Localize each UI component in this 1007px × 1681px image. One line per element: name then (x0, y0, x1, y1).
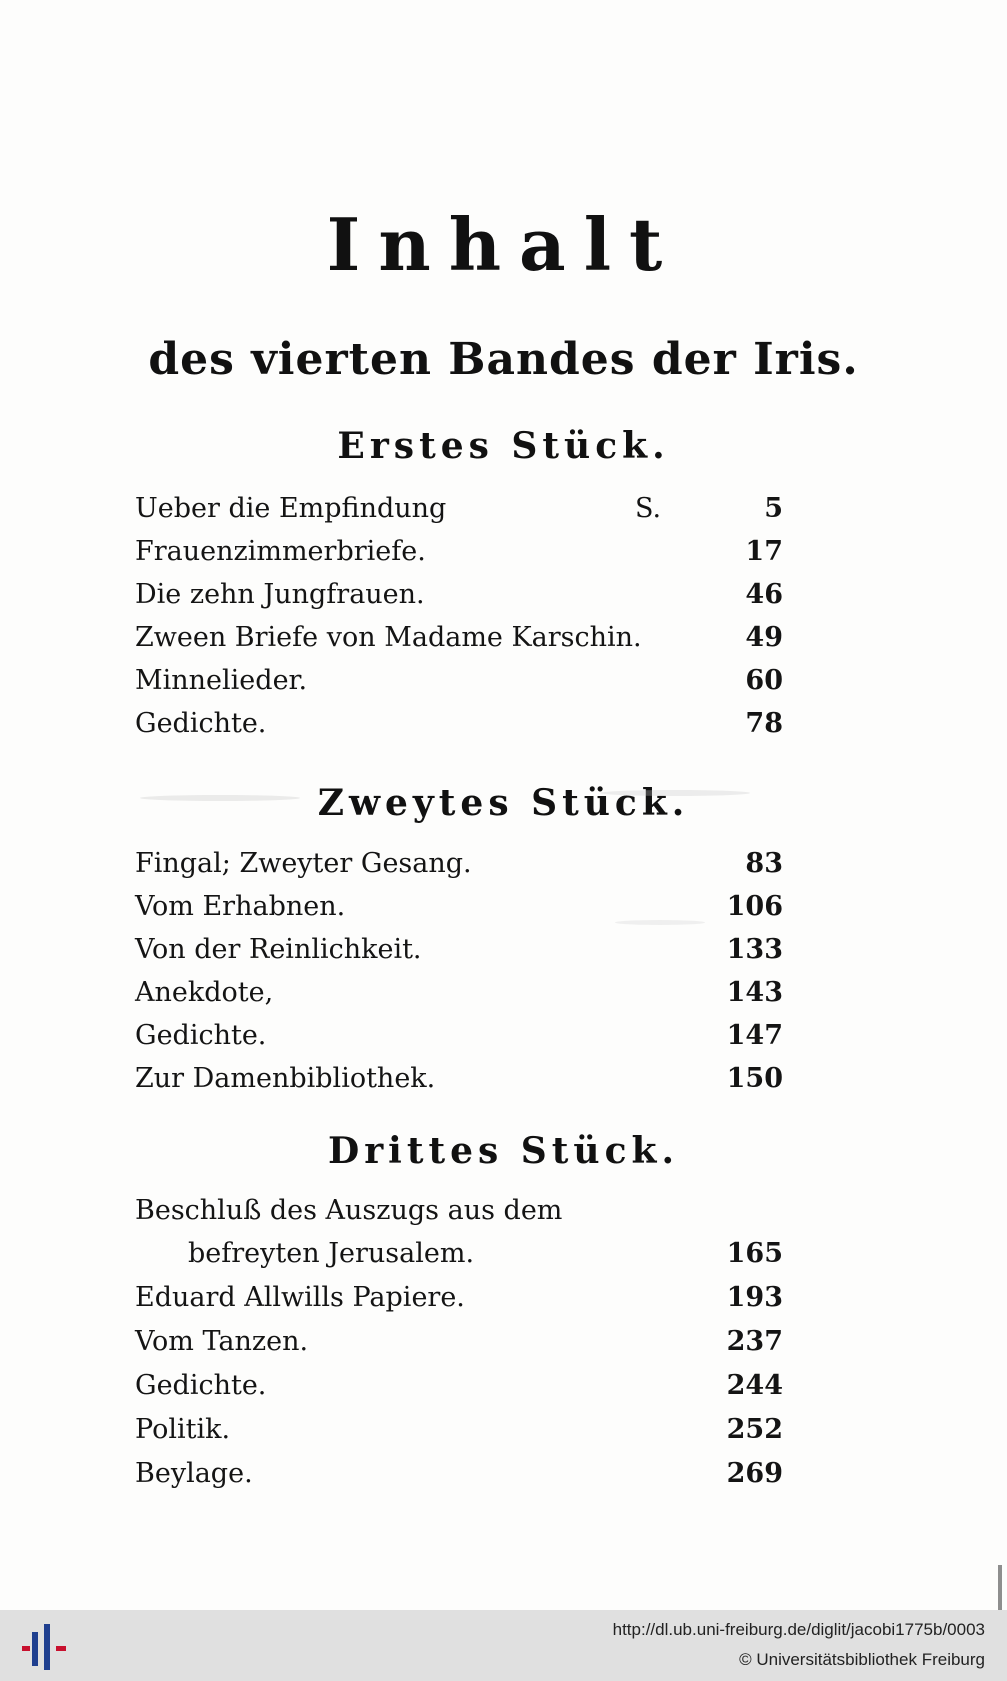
toc-entry (135, 705, 783, 743)
page-title: Inhalt (326, 202, 681, 287)
toc-entry-title: Vom Tanzen. (135, 1326, 309, 1357)
toc-entry-title: Beylage. (135, 1458, 253, 1489)
toc-entry (135, 1279, 783, 1317)
toc-entry-page: 60 (745, 665, 783, 696)
toc-entry-title: Gedichte. (135, 1370, 267, 1401)
toc-entry-title: Ueber die Empfindung (135, 493, 447, 524)
toc-entry-page: 165 (726, 1238, 783, 1269)
toc-entry-title: Von der Reinlichkeit. (135, 934, 422, 965)
toc-entry-page: 252 (726, 1414, 783, 1445)
toc-entry-title: Die zehn Jungfrauen. (135, 579, 425, 610)
toc-entry (135, 845, 783, 883)
section-heading-3: Drittes Stück. (327, 1130, 680, 1172)
toc-entry-title: Frauenzimmerbriefe. (135, 536, 426, 567)
toc-entry (135, 1192, 783, 1230)
toc-entry-title: Politik. (135, 1414, 231, 1445)
toc-entry (135, 490, 783, 528)
toc-entry-page: 244 (726, 1370, 783, 1401)
toc-entry-title: Zween Briefe von Madame Karschin. (135, 622, 642, 653)
toc-entry-page: 269 (726, 1458, 783, 1489)
document-url-link[interactable]: http://dl.ub.uni-freiburg.de/diglit/jacobi1775b/0003 (612, 1620, 985, 1639)
toc-entry-page: 147 (726, 1020, 783, 1051)
toc-entry-page: 237 (726, 1326, 783, 1357)
show-through-mark (140, 795, 300, 801)
toc-entry-title: Gedichte. (135, 708, 267, 739)
toc-entry-title: Vom Erhabnen. (135, 891, 346, 922)
toc-entry-title: Anekdote, (135, 977, 274, 1008)
toc-entry-page: 46 (745, 579, 783, 610)
toc-entry-title: Eduard Allwills Papiere. (135, 1282, 465, 1313)
toc-entry (135, 974, 783, 1012)
toc-entry (135, 1323, 783, 1361)
copyright-notice: © Universitätsbibliothek Freiburg (739, 1650, 985, 1669)
toc-entry-page: 17 (745, 536, 783, 567)
section-heading-2: Zweytes Stück. (317, 782, 690, 824)
viewer-footer (0, 1610, 1007, 1681)
toc-entry-page: 83 (745, 848, 783, 879)
toc-entry-page: 106 (726, 891, 783, 922)
toc-entry-title: Gedichte. (135, 1020, 267, 1051)
toc-entry-page: 78 (745, 708, 783, 739)
page-edge-mark (998, 1565, 1002, 1610)
toc-entry-page: 143 (726, 977, 783, 1008)
toc-entry-page: 193 (726, 1282, 783, 1313)
toc-entry-page: 49 (745, 622, 783, 653)
section-heading-1: Erstes Stück. (337, 425, 670, 467)
toc-entry-continuation (188, 1235, 783, 1273)
toc-entry-title: Zur Damenbibliothek. (135, 1063, 436, 1094)
toc-entry-title: Beschluß des Auszugs aus dem (135, 1195, 563, 1226)
toc-entry (135, 1411, 783, 1449)
page-subtitle: des vierten Bandes der Iris. (148, 334, 859, 385)
toc-entry-page: 5 (764, 493, 783, 524)
toc-entry (135, 1455, 783, 1493)
toc-entry-title: befreyten Jerusalem. (188, 1238, 475, 1269)
toc-entry (135, 1367, 783, 1405)
page-abbreviation: S. (635, 493, 662, 524)
toc-entry (135, 1060, 783, 1098)
toc-entry (135, 662, 783, 700)
toc-entry-page: 150 (726, 1063, 783, 1094)
toc-entry (135, 533, 783, 571)
toc-entry-title: Fingal; Zweyter Gesang. (135, 848, 472, 879)
toc-entry-page: 133 (726, 934, 783, 965)
toc-entry (135, 576, 783, 614)
show-through-mark (600, 790, 750, 796)
toc-entry (135, 1017, 783, 1055)
toc-entry (135, 931, 783, 969)
show-through-mark (615, 920, 705, 925)
library-logo-icon (22, 1622, 66, 1672)
toc-entry-title: Minnelieder. (135, 665, 308, 696)
toc-entry (135, 619, 783, 657)
